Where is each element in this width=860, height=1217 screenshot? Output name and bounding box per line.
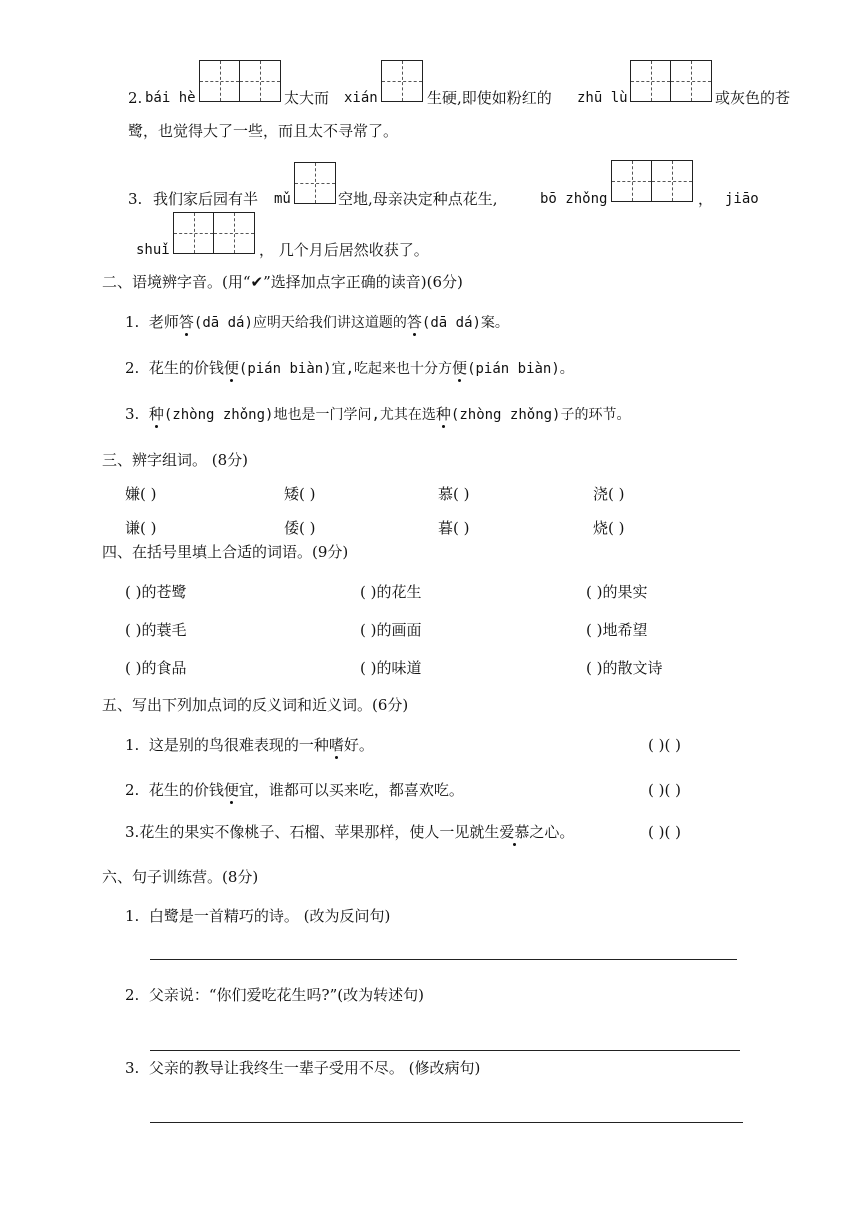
section2-item-2 [125,358,574,379]
dotted-word: 爱慕 [499,823,530,841]
item-number: 1. [125,313,140,331]
section2-item-1 [125,312,509,333]
q3-text-3: ， 几个月后居然收获了。 [259,241,429,259]
answer-line-2[interactable] [150,1050,740,1051]
q2-number: 2. [128,89,143,107]
q3-writing-grid-bozhong[interactable] [611,160,693,202]
q3-pinyin-jiao: jiāo [725,191,759,207]
item-text: 父亲的教导让我终生一辈子受用不尽。 (修改病句) [148,1059,481,1077]
section6-item-1 [125,906,390,926]
item-text-b: 好。 [343,736,374,754]
item-text-b: (dā dá)应明天给我们讲这道题的 [193,315,407,331]
q2-writing-grid-zhulu[interactable] [630,60,712,102]
phrase-fill[interactable]: ( )的画面 [360,621,422,639]
q2-text-1: 太大而 [284,89,330,107]
word-group-8[interactable]: 烧( ) [593,519,625,537]
item-number: 3. [125,405,140,423]
item-text-a: 这是别的鸟很难表现的一种 [148,736,329,754]
section4-title: 四、在括号里填上合适的词语。(9分) [102,543,349,561]
item-text-a: 花生的果实不像桃子、石榴、苹果那样，使人一见就生 [139,823,500,841]
dotted-char: 种 [435,405,451,423]
word-group-6[interactable]: 倭( ) [284,519,316,537]
answer-brackets[interactable]: ( )( ) [648,823,681,841]
q2-pinyin-baihe: bái hè [145,90,196,106]
q2-writing-grid-baihe[interactable] [199,60,281,102]
dotted-char: 答 [406,313,422,331]
q3-text-1: 我们家后园有半 [153,190,259,208]
item-number: 3. [125,1059,140,1077]
item-number: 3. [125,823,140,841]
item-text-c: (zhòng zhǒng)子的环节。 [450,407,631,423]
dotted-char: 便 [223,781,239,799]
word-group-7[interactable]: 暮( ) [438,519,470,537]
item-number: 2. [125,359,140,377]
dotted-char: 答 [178,313,194,331]
dotted-char: 便 [452,359,468,377]
phrase-fill[interactable]: ( )地希望 [586,621,648,639]
item-text: 白鹭是一首精巧的诗。 (改为反问句) [148,907,391,925]
phrase-fill[interactable]: ( )的食品 [125,659,187,677]
q2-pinyin-xian: xián [344,90,378,106]
answer-line-3[interactable] [150,1122,743,1123]
answer-line-1[interactable] [150,959,737,960]
section6-item-2 [125,985,424,1005]
item-number: 2. [125,781,140,799]
section5-item-3 [125,822,574,842]
q3-writing-grid-mu[interactable] [294,162,336,204]
item-text-a: 花生的价钱 [148,781,224,799]
item-text-c: (pián biàn)。 [467,361,574,377]
answer-brackets[interactable]: ( )( ) [648,736,681,754]
section6-item-3 [125,1058,480,1078]
word-group-1[interactable]: 嫌( ) [125,485,157,503]
dotted-char: 便 [223,359,239,377]
phrase-fill[interactable]: ( )的蓑毛 [125,621,187,639]
section5-item-1 [125,735,374,755]
answer-brackets[interactable]: ( )( ) [648,781,681,799]
q2-pinyin-zhulu: zhū lù [577,90,628,106]
phrase-fill[interactable]: ( )的果实 [586,583,648,601]
dotted-char: 嗜 [328,736,344,754]
phrase-fill[interactable]: ( )的味道 [360,659,422,677]
section6-title: 六、句子训练营。(8分) [102,868,259,886]
item-number: 2. [125,986,140,1004]
section2-title: 二、语境辨字音。(用“✔”选择加点字正确的读音)(6分) [102,273,463,291]
word-group-2[interactable]: 矮( ) [284,485,316,503]
q3-number: 3. [128,190,143,208]
item-text-a: 老师 [148,313,179,331]
item-text-a: 花生的价钱 [148,359,224,377]
item-text: 父亲说：“你们爱吃花生吗?”(改为转述句) [148,986,424,1004]
word-group-5[interactable]: 谦( ) [125,519,157,537]
item-text-b: 宜，谁都可以买来吃，都喜欢吃。 [238,781,464,799]
item-number: 1. [125,736,140,754]
item-text-b: (zhòng zhǒng)地也是一门学问,尤其在选 [163,407,436,423]
q2-text-2: 生硬,即使如粉红的 [427,89,552,107]
item-text-b: (pián biàn)宜,吃起来也十分方 [238,361,453,377]
phrase-fill[interactable]: ( )的苍鹭 [125,583,187,601]
q3-writing-grid-jiaoshui[interactable] [173,212,255,254]
q3-pinyin-mu: mǔ [274,191,291,207]
item-number: 1. [125,907,140,925]
q2-line-2: 鹭，也觉得大了一些，而且太不寻常了。 [128,122,399,140]
q3-text-2: 空地,母亲决定种点花生, [338,190,498,208]
q3-comma: ， [698,190,714,208]
section2-item-3 [125,404,630,425]
q2-text-3: 或灰色的苍 [715,89,791,107]
section5-item-2 [125,780,464,800]
section5-title: 五、写出下列加点词的反义词和近义词。(6分) [102,696,409,714]
phrase-fill[interactable]: ( )的散文诗 [586,659,663,677]
q3-pinyin-bozhong: bō zhǒng [540,191,608,207]
item-text-c: (dā dá)案。 [421,315,509,331]
word-group-4[interactable]: 浇( ) [593,485,625,503]
section3-title: 三、辨字组词。 (8分) [102,451,249,469]
word-group-3[interactable]: 慕( ) [438,485,470,503]
dotted-char: 种 [148,405,164,423]
q3-pinyin-shui: shuǐ [136,242,170,258]
phrase-fill[interactable]: ( )的花生 [360,583,422,601]
item-text-b: 之心。 [529,823,575,841]
q2-writing-grid-xian[interactable] [381,60,423,102]
